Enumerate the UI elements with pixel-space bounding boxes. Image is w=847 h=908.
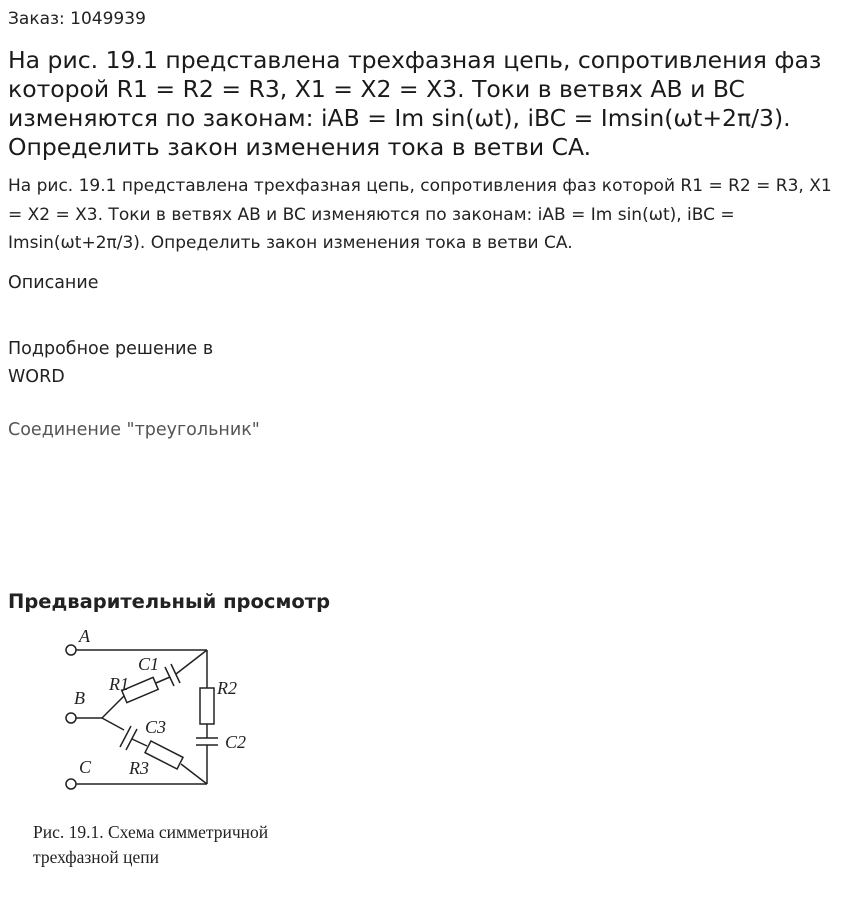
label-b: B [74,688,85,708]
capacitor-c1 [165,667,174,686]
page-title: На рис. 19.1 представлена трехфазная цепь, сопротивления фаз которой R1 = R2 = R3, X1 = X2 = X3. Токи в ветвях AB и BC изменяются по законам: iAB = Im sin(ωt), iBC = Imsin(ωt+2π/3). Определить закон изменения тока в ветви CA. [8,46,822,161]
solution-note: Подробное решение в WORD [8,339,214,387]
resistor-r2 [200,688,214,724]
order-number: Заказ: 1049939 [8,9,146,29]
label-c: C [79,757,92,777]
label-r1: R1 [109,674,129,694]
terminal-c [66,779,76,789]
label-a: A [79,626,90,646]
label-c1: C1 [138,654,160,674]
terminal-b [66,713,76,723]
task-description: На рис. 19.1 представлена трехфазная цепь, сопротивления фаз которой R1 = R2 = R3, X1 = X2 = X3. Токи в ветвях AB и BC изменяются по законам: iAB = Im sin(ωt), iBC = Imsin(ωt+2π/3). Определить закон изменения тока в ветви CA. [8,176,832,253]
label-c3: C3 [145,717,167,737]
circuit-figure [30,622,290,900]
description-label: Описание [8,273,99,293]
figure-caption: Рис. 19.1. Схема симметричной трехфазной цепи [33,822,269,867]
connection-type: Соединение "треугольник" [8,420,260,440]
label-r3: R3 [129,758,149,778]
circuit-diagram [30,622,290,817]
label-c2: C2 [225,732,247,752]
label-r2: R2 [217,678,237,698]
terminal-a [66,645,76,655]
resistor-r3 [145,741,183,769]
preview-heading: Предварительный просмотр [8,590,331,613]
